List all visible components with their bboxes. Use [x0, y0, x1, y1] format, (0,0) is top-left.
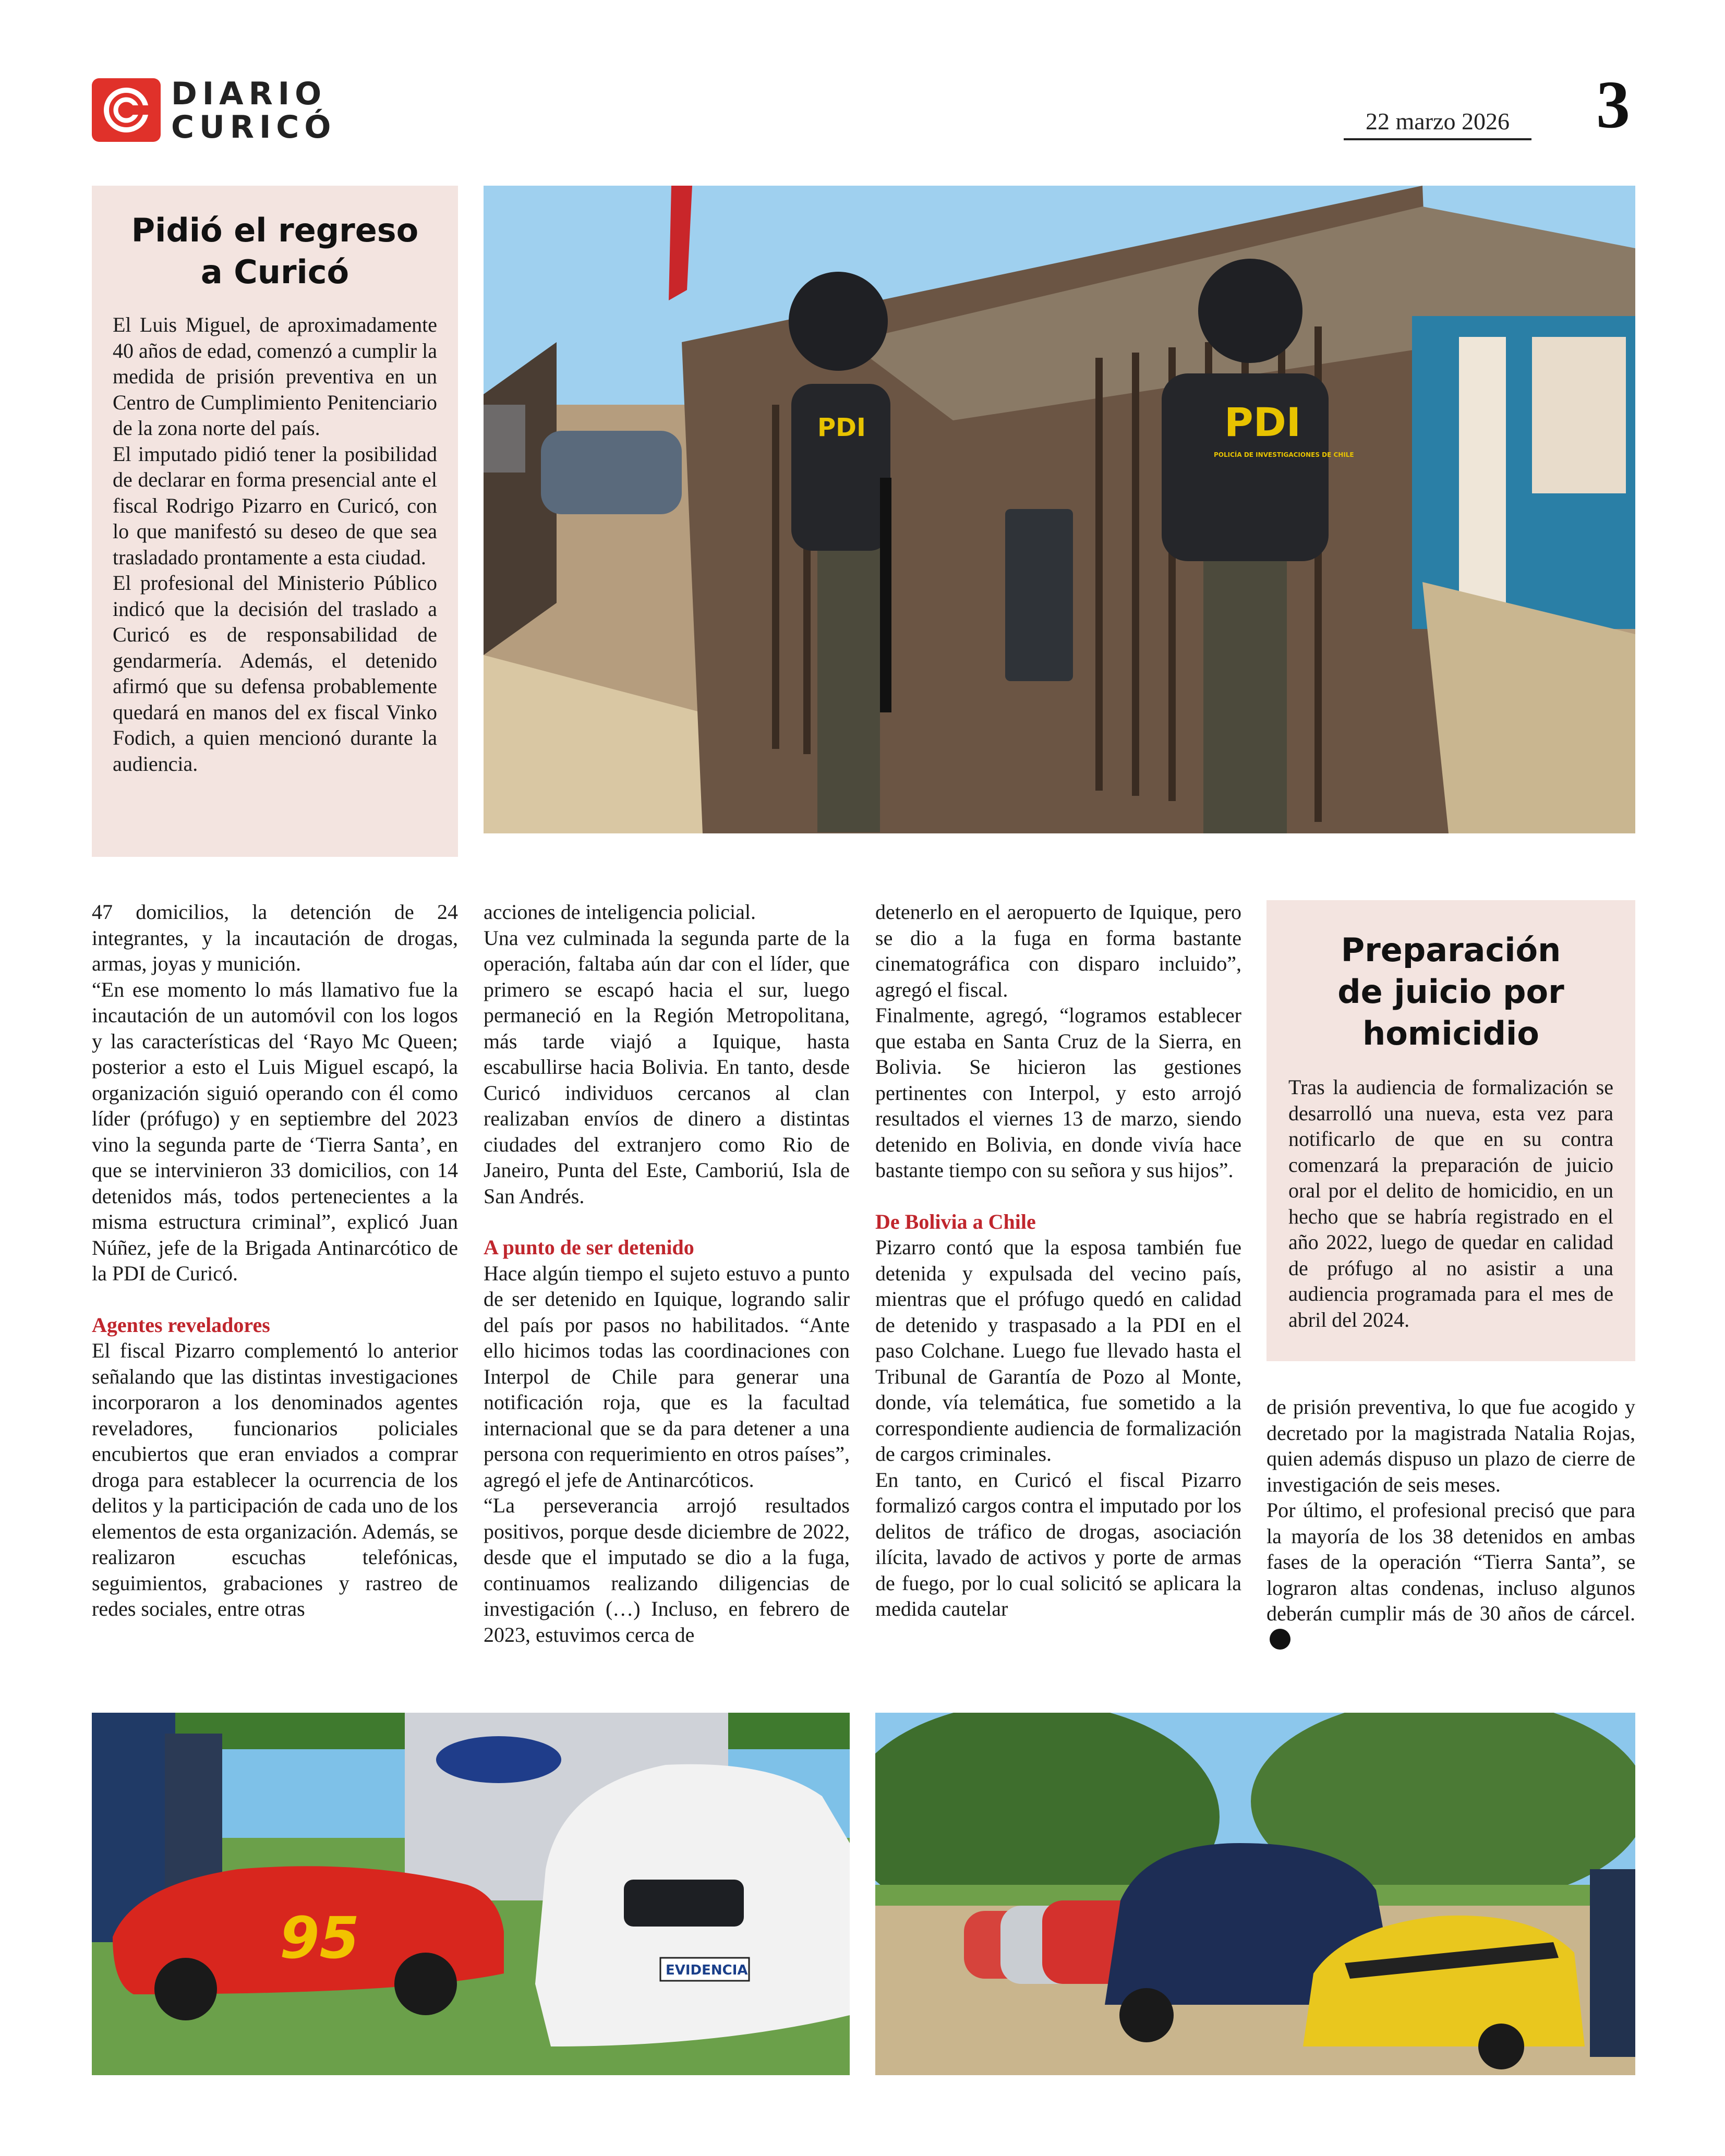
brand-line-2: CURICÓ: [171, 109, 336, 146]
sidebar-title: [92, 210, 458, 293]
sidebar-title-line-3: homicidio: [1362, 1014, 1539, 1052]
paragraph: “La perseverancia arrojó resultados positivos, porque desde diciembre de 2022, desde que el imputado se dio a la fuga, continuamos realizando diligencias de investigación (…) Incluso, en febrero de 2023, estuvimos cerca de: [484, 1494, 850, 1646]
paragraph: [1266, 1497, 1635, 1652]
paragraph: acciones de inteligencia policial.: [484, 900, 756, 924]
paragraph: En tanto, en Curicó el fiscal Pizarro formalizó cargos contra el imputado por los delitos de tráfico de drogas, asociación ilícita, lavado de activos y porte de armas de fuego, por lo cual solicitó se aplicara la medida cautelar: [875, 1468, 1241, 1620]
sidebar-regreso: [92, 186, 458, 857]
article-column-2: [484, 899, 850, 1648]
sidebar-paragraph: Tras la audiencia de formalización se desarrolló una nueva, esta vez para notificarlo de que en su contra comenzará la preparación de juicio oral por el delito de homicidio, en un hecho que se habría registrado en el año 2022, luego de quedar en calidad de prófugo al no asistir a una audiencia programada para el mes de abril del 2024.: [1288, 1075, 1613, 1331]
car-number-label: 95: [280, 1905, 360, 1971]
paragraph: 47 domicilios, la detención de 24 integrantes, y la incautación de drogas, armas, joyas y munición.: [92, 900, 458, 975]
sidebar-title-line-1: Pidió el regreso: [131, 211, 419, 249]
paragraph: Finalmente, agregó, “logramos establecer que estaba en Santa Cruz de la Sierra, en Bolivia. Se hicieron las gestiones pertinentes con Interpol, y esto arrojó resultados el viernes 13 de marzo, siendo detenido en Bolivia, en donde vivía hace bastante tiempo con su señora y sus hijos”.: [875, 1003, 1241, 1182]
sidebar-title-line-1: Preparación: [1341, 931, 1561, 969]
sidebar-body: [92, 293, 458, 777]
evidence-plate: EVIDENCIA: [666, 1963, 748, 1978]
logo-icon: [92, 78, 161, 142]
end-mark-icon: [1270, 1629, 1290, 1650]
sidebar-preparacion: [1266, 900, 1635, 1361]
sidebar-paragraph: El Luis Miguel, de aproximadamente 40 años de edad, comenzó a cumplir la medida de prisión preventiva en un Centro de Cumplimiento Penitenciario de la zona norte del país.: [113, 313, 437, 440]
paragraph: El fiscal Pizarro complementó lo anterior señalando que las distintas investigaciones incorporaron a los denominados agentes reveladores, funcionarios policiales encubiertos que eran enviados a comprar droga para establecer la ocurrencia de los delitos y la participación de cada uno de los elementos de esta organización. Además, se realizaron escuchas telefónicas, seguimientos, grabaciones y rastreo de redes sociales, entre otras: [92, 1339, 458, 1620]
closing-text: Por último, el profesional precisó que para la mayoría de los 38 detenidos en ambas fases de la operación “Tierra Santa”, se lograron altas condenas, incluso algunos deberán cumplir más de 30 años de cárcel.: [1266, 1498, 1635, 1625]
sidebar-paragraph: El imputado pidió tener la posibilidad de declarar en forma presencial ante el fiscal Rodrigo Pizarro en Curicó, con lo que manifestó su deseo de que sea trasladado prontamente a esta ciudad.: [113, 442, 437, 569]
sidebar-title-line-2: a Curicó: [200, 253, 349, 291]
subheading-agentes: Agentes reveladores: [92, 1313, 270, 1337]
subheading-a-punto: A punto de ser detenido: [484, 1236, 694, 1259]
vest-label-left: PDI: [817, 413, 866, 442]
paragraph: detenerlo en el aeropuerto de Iquique, pero se dio a la fuga en forma bastante cinematográfica con disparo incluido”, agregó el fiscal.: [875, 900, 1241, 1001]
main-photo-pdi-officers: [484, 186, 1635, 833]
sidebar-title: [1266, 929, 1635, 1055]
vest-label-right: PDI: [1224, 399, 1301, 445]
sidebar-body: [1266, 1055, 1635, 1333]
paragraph: de prisión preventiva, lo que fue acogido y decretado por la magistrada Natalia Rojas, quien además dispuso un plazo de cierre de investigación de seis meses.: [1266, 1395, 1635, 1496]
paragraph: Hace algún tiempo el sujeto estuvo a punto de ser detenido en Iquique, logrando salir del país por pasos no habilitados. “Ante ello hicimos todas las coordinaciones con Interpol de Chile para generar una notificación roja, que es la facultad internacional que se da para detener a una persona con requerimiento en otros países”, agregó el jefe de Antinarcóticos.: [484, 1261, 850, 1492]
article-column-4: [1266, 1394, 1635, 1652]
paragraph: “En ese momento lo más llamativo fue la incautación de un automóvil con los logos y las características del ‘Rayo Mc Queen; posterior a esto el Luis Miguel escapó, la organización siguió operando con él como líder (prófugo) y en septiembre del 2023 vino la segunda parte de ‘Tierra Santa’, en que se intervinieron 33 domicilios, con 14 detenidos más, todos pertenecientes a la misma estructura criminal”, explicó Juan Núñez, jefe de la Brigada Antinarcótico de la PDI de Curicó.: [92, 977, 458, 1285]
photo-seized-cars-right: [875, 1713, 1635, 2075]
paragraph: Pizarro contó que la esposa también fue detenida y expulsada del vecino país, mientras que el prófugo quedó en calidad de detenido y traspasado a la PDI en el paso Colchane. Luego fue llevado hasta el Tribunal de Garantía de Pozo al Monte, donde, vía telemática, fue sometido a la correspondiente audiencia de formalización de cargos criminales.: [875, 1236, 1241, 1465]
sidebar-paragraph: El profesional del Ministerio Público indicó que la decisión del traslado a Curicó es de responsabilidad de gendarmería. Además, el detenido afirmó que su defensa probablemente quedará en manos del ex fiscal Vinko Fodich, a quien mencionó durante la audiencia.: [113, 571, 437, 776]
brand-name: [171, 77, 336, 144]
brand-line-1: DIARIO: [171, 76, 327, 112]
vest-label-right-sub: POLICÍA DE INVESTIGACIONES DE CHILE: [1214, 451, 1354, 458]
issue-date: 22 marzo 2026: [1344, 107, 1531, 140]
subheading-de-bolivia: De Bolivia a Chile: [875, 1209, 1036, 1233]
article-column-3: [875, 899, 1241, 1622]
photo-seized-cars-left: [92, 1713, 850, 2075]
article-column-1: [92, 899, 458, 1622]
paragraph: Una vez culminada la segunda parte de la operación, faltaba aún dar con el líder, que primero se escapó hacia el sur, luego permaneció en la Región Metropolitana, más tarde viajó a Iquique, hasta escabullirse hacia Bolivia. En tanto, desde Curicó individuos cercanos al clan realizaban envíos de dinero a distintas ciudades del extranjero como Rio de Janeiro, Punta del Este, Camboriú, Isla de San Andrés.: [484, 926, 850, 1208]
page-number: 3: [1596, 67, 1630, 142]
sidebar-title-line-2: de juicio por: [1337, 973, 1564, 1011]
